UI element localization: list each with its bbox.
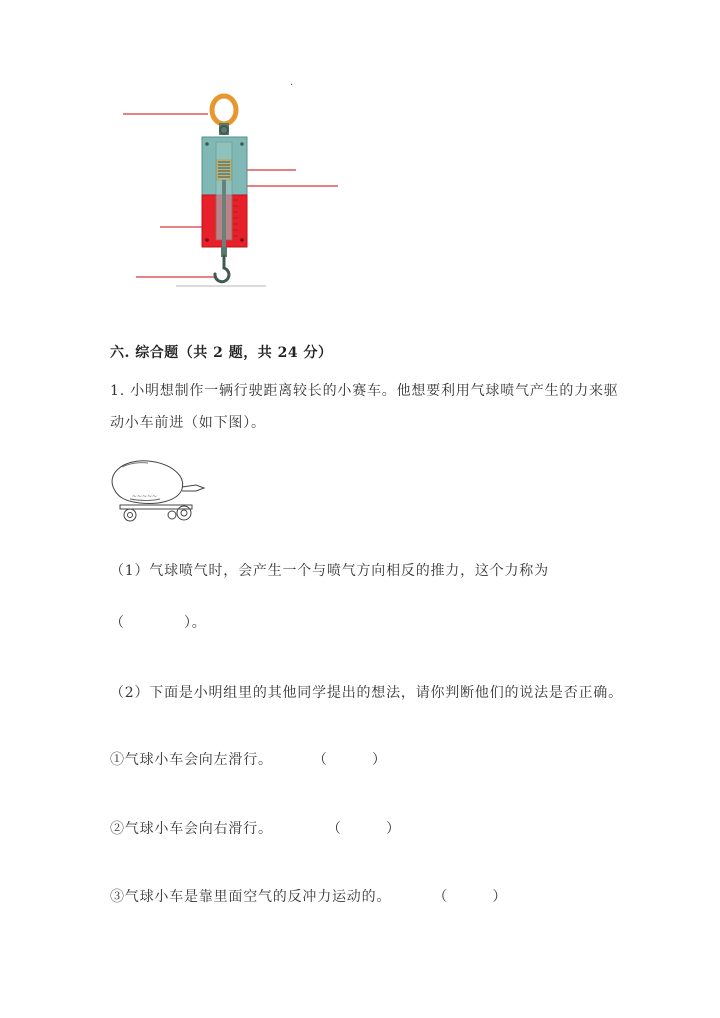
answer-blank-1[interactable]: （ ）。 — [110, 615, 207, 631]
wheel-icon — [124, 509, 136, 521]
hook-icon — [215, 256, 229, 282]
balloon-car-figure — [100, 455, 210, 527]
sub-question-2: （2）下面是小明组里的其他同学提出的想法，请你判断他们的说法是否正确。 — [110, 685, 623, 701]
judgement-item-2 — [110, 818, 401, 838]
sub-question-1: （1）气球喷气时，会产生一个与喷气方向相反的推力，这个力称为 — [110, 563, 549, 579]
question-1-stem-line-2: 动小车前进（如下图）。 — [110, 415, 266, 431]
judgement-item-3 — [110, 886, 507, 906]
spring-scale-figure — [120, 90, 350, 295]
top-mark: · — [290, 80, 294, 91]
judgement-item-1 — [110, 749, 387, 769]
section-title: 六. 综合题（共 2 题，共 24 分） — [110, 345, 333, 361]
judgement-item-3-text: ③气球小车是靠里面空气的反冲力运动的。 — [110, 889, 392, 905]
question-1-stem-line-1: 1. 小明想制作一辆行驶距离较长的小赛车。他想要利用气球喷气产生的力来驱 — [110, 383, 619, 399]
svg-text:~~~~~: ~~~~~ — [132, 493, 158, 500]
judgement-item-1-blank[interactable]: （ ） — [312, 752, 387, 768]
judgement-item-1-text: ①气球小车会向左滑行。 — [110, 752, 273, 768]
judgement-item-3-blank[interactable]: （ ） — [433, 889, 508, 905]
ring-icon — [212, 96, 236, 124]
judgement-item-2-text: ②气球小车会向右滑行。 — [110, 821, 273, 837]
judgement-item-2-blank[interactable]: （ ） — [326, 821, 401, 837]
